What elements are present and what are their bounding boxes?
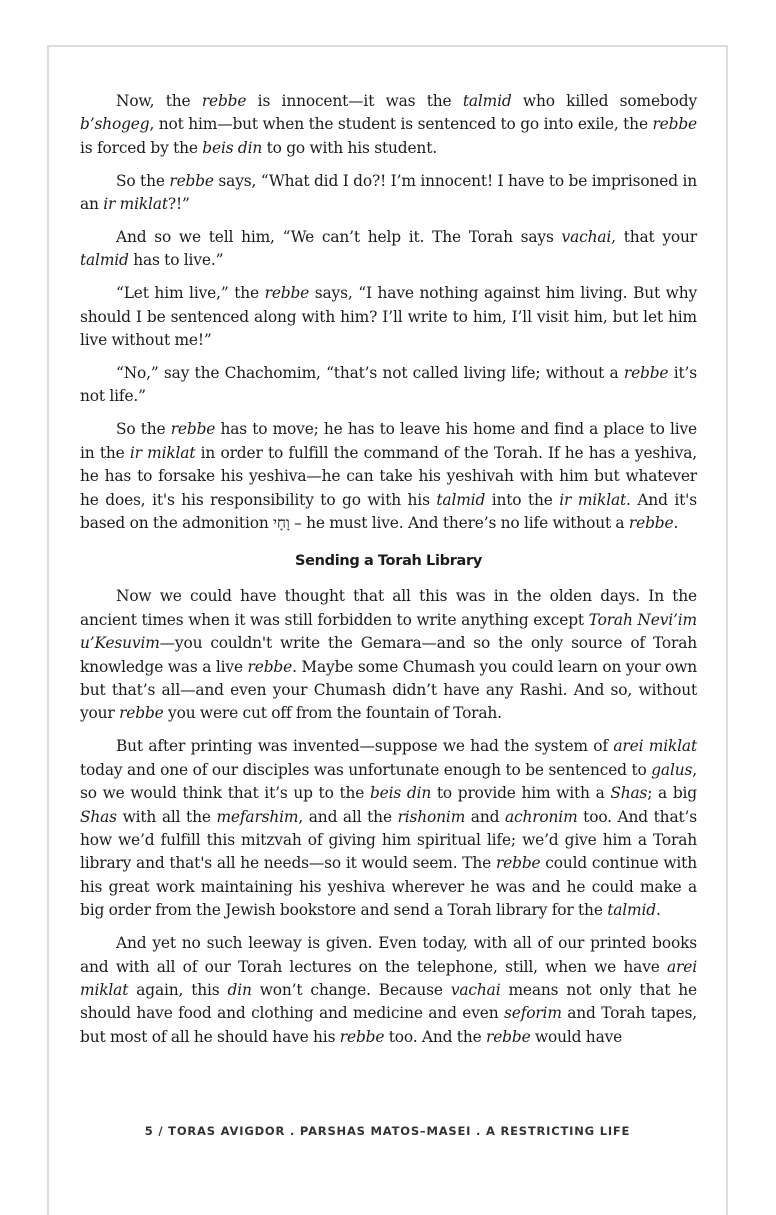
- italic-term: vachai: [450, 980, 501, 999]
- italic-term: rebbe: [170, 420, 216, 439]
- italic-term: rebbe: [623, 364, 669, 383]
- italic-term: talmid: [80, 251, 129, 270]
- text-run: And so we tell him, “We can’t help it. The Torah says: [116, 228, 562, 247]
- italic-term: Torah Nevi’im u’Kesuvim: [80, 610, 697, 653]
- text-run: has to live.”: [128, 251, 224, 270]
- text-run: . And it's based on the admonition: [80, 490, 697, 532]
- italic-term: beis din: [369, 784, 432, 803]
- text-run: and: [465, 807, 505, 826]
- italic-term: rebbe: [652, 115, 697, 134]
- italic-term: rebbe: [119, 704, 164, 723]
- italic-term: rebbe: [628, 514, 674, 532]
- paragraphs-before: [80, 90, 697, 535]
- text-run: .: [655, 901, 661, 920]
- italic-term: Shas: [610, 784, 648, 803]
- italic-term: rebbe: [495, 854, 541, 873]
- text-run: —you couldn't write the Gemara—and so the only source of Torah knowledge was a live: [80, 634, 697, 676]
- text-run: “Let him live,” the: [116, 284, 265, 303]
- text-run: is forced by the: [80, 138, 203, 157]
- paragraph: [80, 418, 697, 535]
- italic-term: vachai: [561, 228, 612, 247]
- text-run: And yet no such leeway is given. Even today, with all of our printed books and with all of our Torah lectures on the telephone, still, when we have: [80, 934, 697, 976]
- text-run: won’t change. Because: [251, 980, 451, 999]
- italic-term: mefarshim: [216, 807, 299, 826]
- text-run: could continue with his great work maintaining his yeshiva wherever he was and he could make a big order from the Jewish bookstore and send a Torah library for the: [80, 854, 697, 920]
- text-run: , so we would think that it’s up to the: [80, 760, 697, 803]
- text-run: , and all the: [298, 807, 398, 826]
- paragraph: [80, 362, 697, 409]
- italic-term: din: [227, 980, 252, 999]
- text-run: too. And that’s how we’d fulfill this mitzvah of giving him spiritual life; we’d give him a Torah library and that's all he needs—so it would seem. The: [80, 807, 697, 873]
- text-run: and Torah tapes, but most of all he should have his: [80, 1004, 697, 1046]
- text-run: today and one of our disciples was unfortunate enough to be sentenced to: [80, 760, 652, 779]
- text-run: “No,” say the Chachomim, “that’s not called living life; without a: [116, 364, 624, 383]
- italic-term: Shas: [80, 807, 117, 826]
- text-run: . Maybe some Chumash you could learn on your own but that’s all—and even your Chumash didn’t have any Rashi. And so, without your: [80, 657, 698, 723]
- text-run: says, “What did I do?! I’m innocent! I have to be imprisoned in an: [80, 171, 698, 214]
- italic-term: seforim: [503, 1004, 562, 1023]
- text-run: says, “I have nothing against him living. But why should I be sentenced along with him? I’ll write to him, I’ll visit him, but let him live without me!”: [80, 284, 698, 350]
- text-run: means not only that he should have food and clothing and medicine and even: [80, 980, 697, 1023]
- text-run: So the: [116, 171, 170, 190]
- italic-term: talmid: [436, 490, 486, 509]
- paragraph: [80, 585, 697, 725]
- text-run: you were cut off from the fountain of Torah.: [163, 704, 502, 723]
- italic-term: galus: [651, 760, 693, 779]
- italic-term: arei miklat: [613, 737, 697, 756]
- paragraph: [80, 282, 697, 352]
- text-run: ?!”: [167, 195, 190, 214]
- text-run: would have: [530, 1027, 623, 1046]
- paragraph: [80, 170, 697, 217]
- italic-term: achronim: [504, 807, 578, 826]
- text-run: who killed somebody: [511, 92, 697, 110]
- paragraph: [80, 90, 697, 160]
- italic-term: rishonim: [397, 807, 466, 826]
- text-run: has to move; he has to leave his home and find a place to live in the: [80, 420, 698, 462]
- italic-term: rebbe: [169, 171, 214, 190]
- text-run: again, this: [128, 980, 228, 999]
- hebrew-word: וָחָי: [273, 514, 290, 532]
- italic-term: talmid: [607, 901, 656, 920]
- italic-term: rebbe: [264, 284, 310, 303]
- section-heading: Sending a Torah Library: [294, 553, 483, 570]
- text-run: into the: [485, 490, 560, 509]
- text-run: is innocent—it was the: [246, 92, 463, 110]
- paragraph: [80, 735, 697, 922]
- page-body: [80, 90, 697, 1059]
- italic-term: rebbe: [247, 657, 293, 676]
- paragraph: [80, 226, 697, 273]
- text-run: it’s not life.”: [80, 364, 697, 406]
- text-run: too. And the: [384, 1027, 487, 1046]
- paragraphs-after: [80, 585, 697, 1049]
- italic-term: rebbe: [339, 1027, 385, 1046]
- text-run: with all the: [116, 807, 217, 826]
- text-run: in order to fulfill the command of the Torah. If he has a yeshiva, he has to forsake his yeshiva—he can take his yeshivah with him but whatever he does, it's his responsibility to go with his: [80, 443, 697, 509]
- page-footer: 5 / TORAS AVIGDOR . PARSHAS MATOS–MASEI . A RESTRICTING LIFE: [144, 1124, 631, 1138]
- text-run: .: [673, 514, 679, 532]
- text-run: So the: [116, 420, 171, 439]
- italic-term: ir miklat: [559, 490, 627, 509]
- italic-term: beis din: [202, 138, 263, 157]
- text-run: ; a big: [647, 784, 698, 803]
- italic-term: ir miklat: [129, 443, 196, 462]
- text-run: – he must live. And there’s no life without a: [289, 514, 629, 532]
- text-run: to go with his student.: [262, 138, 437, 157]
- text-run: Now we could have thought that all this was in the olden days. In the ancient times when it was still forbidden to write anything except: [80, 587, 697, 629]
- italic-term: talmid: [462, 92, 512, 110]
- italic-term: arei miklat: [80, 957, 697, 999]
- italic-term: rebbe: [486, 1027, 531, 1046]
- text-run: to provide him with a: [431, 784, 611, 803]
- text-run: But after printing was invented—suppose we had the system of: [116, 737, 614, 756]
- italic-term: b’shogeg: [80, 115, 150, 134]
- italic-term: ir miklat: [103, 195, 168, 214]
- text-run: , not him—but when the student is sentenced to go into exile, the: [149, 115, 653, 134]
- italic-term: rebbe: [201, 92, 247, 110]
- text-run: , that your: [611, 228, 697, 247]
- paragraph: [80, 932, 697, 1049]
- text-run: Now, the: [116, 92, 202, 110]
